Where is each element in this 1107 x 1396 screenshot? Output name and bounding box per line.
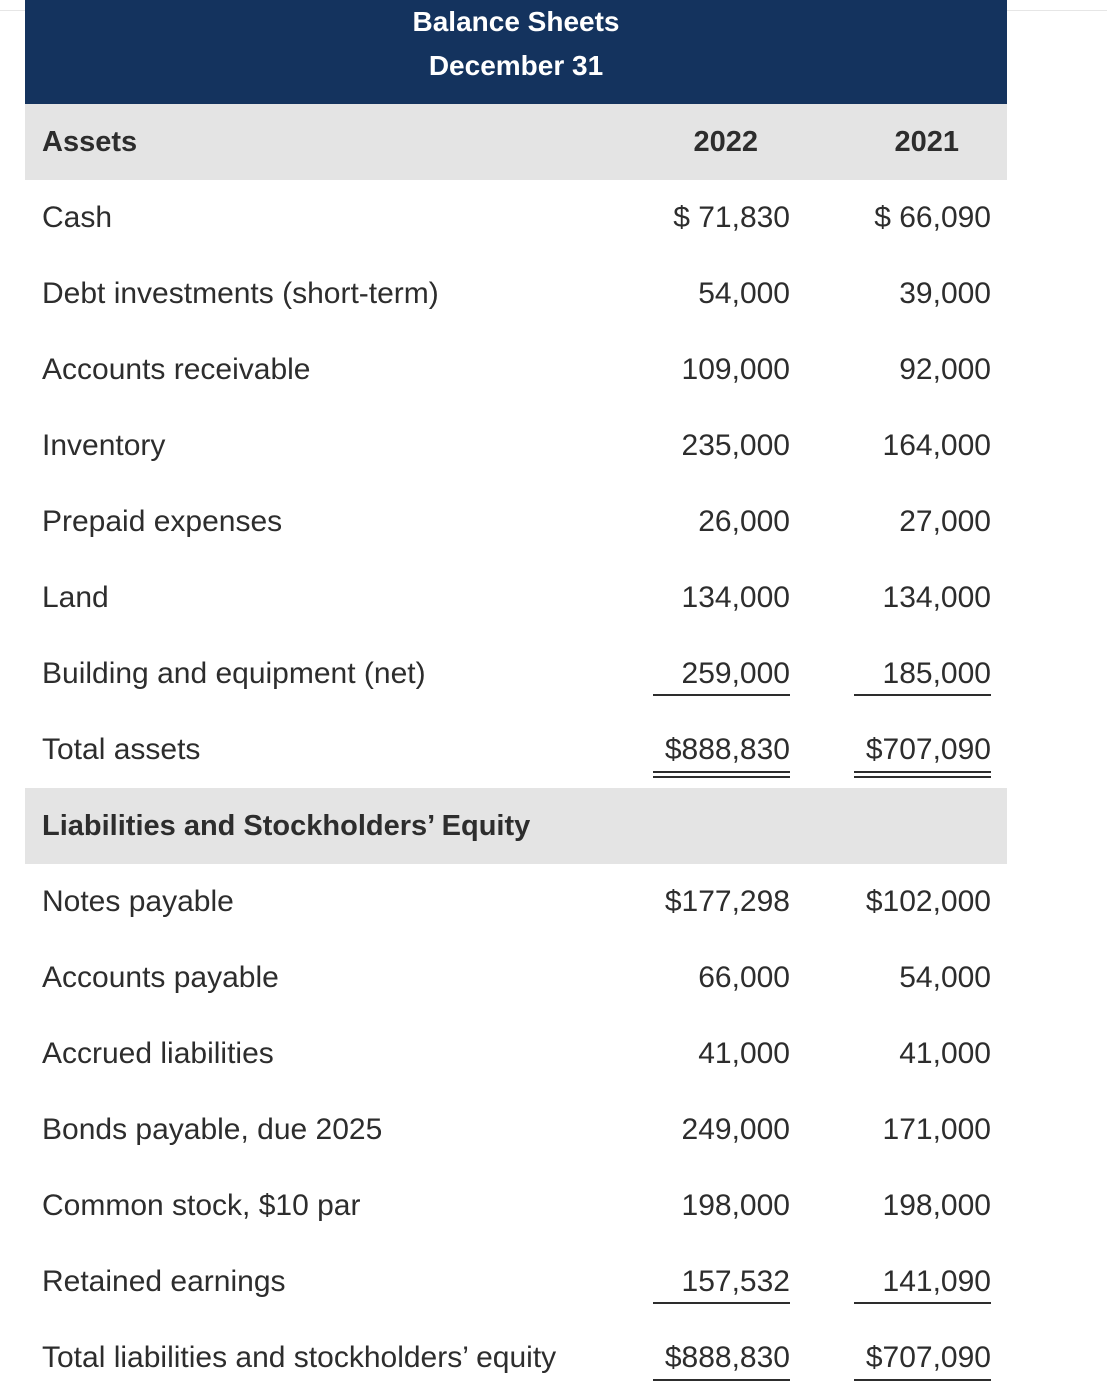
- row-label: Prepaid expenses: [42, 505, 283, 538]
- title-band: [25, 0, 1007, 104]
- liabilities-section-label: Liabilities and Stockholders’ Equity: [42, 810, 531, 842]
- table-row-prepaid-expenses: [25, 484, 1007, 560]
- table-row-notes-payable: [25, 864, 1007, 940]
- row-label: Land: [42, 581, 109, 614]
- value-2022: 41,000: [698, 1037, 790, 1070]
- value-2021: $ 66,090: [874, 201, 991, 234]
- value-2021: $707,090: [865, 1341, 991, 1374]
- total-double-underline-2021: [854, 1379, 991, 1381]
- value-2021: 185,000: [882, 657, 991, 690]
- statement-title: Balance Sheets: [412, 6, 620, 37]
- value-2021: $707,090: [865, 733, 991, 766]
- row-label: Common stock, $10 par: [42, 1189, 361, 1222]
- value-2022: $ 71,830: [673, 201, 790, 234]
- value-2021: 141,090: [882, 1265, 991, 1298]
- assets-header-row: [25, 104, 1007, 180]
- column-header-2022: 2022: [693, 126, 758, 158]
- row-label: Accounts payable: [42, 961, 279, 994]
- table-row-inventory: [25, 408, 1007, 484]
- table-row-bonds-payable: [25, 1092, 1007, 1168]
- value-2021: 171,000: [882, 1113, 991, 1146]
- assets-section-label: Assets: [42, 126, 138, 158]
- value-2022: 134,000: [681, 581, 790, 614]
- total-double-underline-2021: [854, 771, 991, 773]
- value-2022: 66,000: [698, 961, 790, 994]
- value-2022: 26,000: [698, 505, 790, 538]
- value-2021: 164,000: [882, 429, 991, 462]
- row-label: Total liabilities and stockholders’ equity: [42, 1341, 557, 1374]
- table-row-debt-investments: [25, 256, 1007, 332]
- row-label: Notes payable: [42, 885, 234, 918]
- total-double-underline-2022: [653, 771, 790, 773]
- total-double-underline-2021: [854, 776, 991, 778]
- total-double-underline-2022: [653, 776, 790, 778]
- row-label: Retained earnings: [42, 1265, 286, 1298]
- subtotal-underline-2022: [653, 1302, 790, 1304]
- value-2022: 235,000: [681, 429, 790, 462]
- subtotal-underline-2021: [854, 1302, 991, 1304]
- total-double-underline-2022: [653, 1379, 790, 1381]
- subtotal-underline-2022: [653, 694, 790, 696]
- row-label: Total assets: [42, 733, 201, 766]
- value-2021: 198,000: [882, 1189, 991, 1222]
- value-2022: 198,000: [681, 1189, 790, 1222]
- row-label: Accrued liabilities: [42, 1037, 274, 1070]
- table-row-total-liabilities-equity: [25, 1320, 1007, 1396]
- row-label: Inventory: [42, 429, 166, 462]
- value-2021: 92,000: [899, 353, 991, 386]
- value-2021: 134,000: [882, 581, 991, 614]
- value-2021: 27,000: [899, 505, 991, 538]
- table-row-retained-earnings: [25, 1244, 1007, 1320]
- table-row-land: [25, 560, 1007, 636]
- column-header-2021: 2021: [894, 126, 959, 158]
- row-label: Cash: [42, 201, 113, 234]
- row-label: Accounts receivable: [42, 353, 311, 386]
- row-label: Debt investments (short-term): [42, 277, 439, 310]
- value-2021: $102,000: [865, 885, 991, 918]
- value-2022: 249,000: [681, 1113, 790, 1146]
- value-2021: 54,000: [899, 961, 991, 994]
- statement-date: December 31: [428, 50, 604, 81]
- table-row-accounts-receivable: [25, 332, 1007, 408]
- value-2022: 54,000: [698, 277, 790, 310]
- value-2022: 157,532: [681, 1265, 790, 1298]
- subtotal-underline-2021: [854, 694, 991, 696]
- table-row-total-assets: [25, 712, 1007, 788]
- value-2022: $177,298: [664, 885, 790, 918]
- value-2022: $888,830: [664, 733, 790, 766]
- value-2022: 259,000: [681, 657, 790, 690]
- row-label: Building and equipment (net): [42, 657, 426, 690]
- row-label: Bonds payable, due 2025: [42, 1113, 383, 1146]
- table-row-common-stock: [25, 1168, 1007, 1244]
- value-2021: 39,000: [899, 277, 991, 310]
- table-row-accounts-payable: [25, 940, 1007, 1016]
- value-2022: $888,830: [664, 1341, 790, 1374]
- value-2022: 109,000: [681, 353, 790, 386]
- balance-sheet-table: [25, 0, 1007, 1396]
- table-row-accrued-liabilities: [25, 1016, 1007, 1092]
- table-row-building-equipment: [25, 636, 1007, 712]
- liabilities-header-row: [25, 788, 1007, 864]
- table-row-cash: [25, 180, 1007, 256]
- value-2021: 41,000: [899, 1037, 991, 1070]
